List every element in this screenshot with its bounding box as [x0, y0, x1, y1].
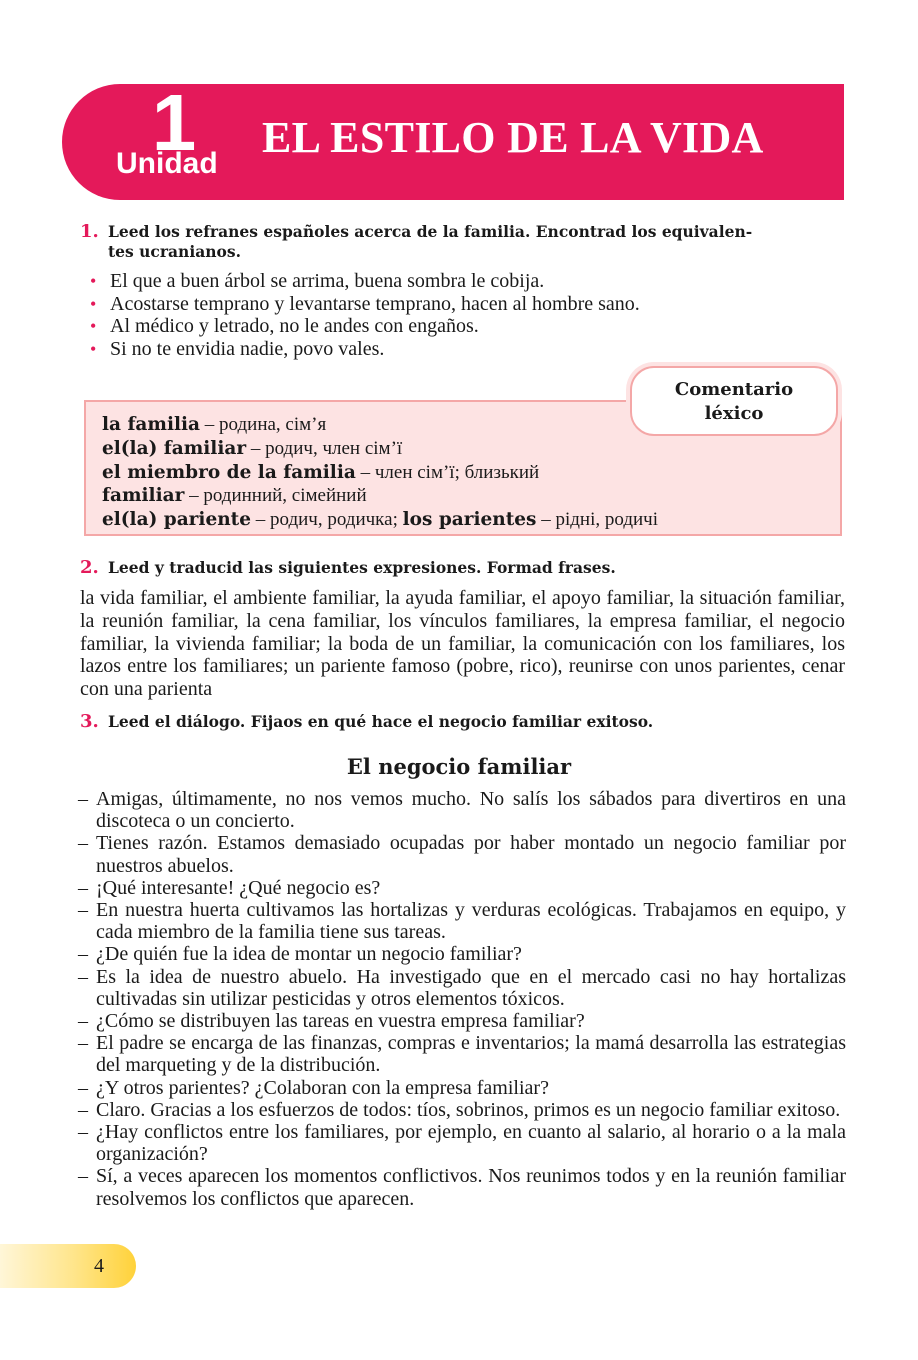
task-instruction-line: Leed los refranes españoles acerca de la familia. Encontrad los equivalen-: [108, 222, 753, 241]
dash-mark: –: [78, 788, 88, 810]
dialog-line: [78, 1010, 846, 1032]
dash-mark: –: [78, 1010, 88, 1033]
task-number: 3.: [80, 711, 99, 732]
task-number: 1.: [80, 221, 99, 242]
dash-mark: –: [78, 1165, 88, 1188]
vocab-term: los parientes: [402, 509, 537, 531]
dialog-line: [78, 1121, 846, 1165]
bullet-icon: •: [90, 316, 97, 336]
vocab-term: el(la) pariente: [102, 509, 251, 531]
dash-mark: –: [78, 832, 88, 855]
vocab-term: la familia: [102, 414, 201, 435]
vocab-translation: – родич, член сім’ї: [246, 437, 403, 459]
vocab-entry: [102, 484, 822, 508]
task-instruction-line: tes ucranianos.: [108, 242, 241, 261]
dialog-line: [78, 943, 846, 965]
proverb-text: El que a buen árbol se arrima, buena sombra le cobija.: [110, 270, 545, 292]
proverb-list: [90, 270, 850, 360]
dash-mark: –: [78, 1121, 88, 1144]
badge-line: léxico: [704, 403, 764, 424]
dialog-line: [78, 788, 846, 832]
dialog-text: Tienes razón. Estamos demasiado ocupadas por haber montado un negocio familiar por nuestros abuelos.: [96, 832, 846, 877]
vocab-term: el miembro de la familia: [102, 461, 356, 483]
list-item: [90, 315, 850, 338]
dash-mark: –: [78, 899, 88, 922]
proverb-text: Al médico y letrado, no le andes con engaños.: [110, 315, 479, 337]
dialog-title: El negocio familiar: [346, 754, 572, 779]
dash-mark: –: [78, 943, 88, 966]
task-instruction: Leed el diálogo. Fijaos en qué hace el negocio familiar exitoso.: [108, 712, 654, 731]
dialog-text: ¿Y otros parientes? ¿Colaboran con la empresa familiar?: [96, 1076, 549, 1099]
vocab-translation: – член сім’ї; близький: [355, 461, 540, 483]
bullet-icon: •: [90, 293, 97, 314]
bullet-icon: •: [90, 338, 97, 359]
vocab-entry: [102, 508, 822, 532]
vocabulary-list: [102, 413, 822, 532]
dialog-text: Amigas, últimamente, no nos vemos mucho. No salís los sábados para divertiros en una discoteca o un concierto.: [96, 788, 846, 833]
vocab-translation: – родич, родичка;: [251, 509, 403, 531]
list-item: [90, 293, 850, 316]
page-number-tab: [0, 1244, 136, 1288]
task-number: 2.: [80, 557, 99, 578]
dialog-line: [78, 1165, 846, 1209]
expressions-paragraph: la vida familiar, el ambiente familiar, la ayuda familiar, el apoyo familiar, la situación familiar, la reunión familiar, la cena familiar, los vínculos familiares, la empresa familiar, el negocio familiar, la vivienda familiar; la boda de un familiar, la comunicación con los familiares, los lazos entre los familiares; un pariente famoso (pobre, rico), reunirse con unos parientes, cenar con una parienta: [80, 587, 845, 701]
dialog-text: ¿Hay conflictos entre los familiares, por ejemplo, en cuanto al salario, al horario o a la mala organización?: [96, 1121, 846, 1166]
task-instruction: [108, 222, 846, 262]
task-instruction: Leed y traducid las siguientes expresiones. Formad frases.: [108, 558, 616, 577]
unit-number: 1: [151, 78, 197, 167]
dialog-line: [78, 966, 846, 1010]
unit-title: EL ESTILO DE LA VIDA: [262, 113, 764, 162]
badge-line: Comentario: [674, 379, 794, 400]
vocab-entry: [102, 437, 822, 461]
list-item: [90, 338, 850, 361]
vocab-entry: [102, 413, 822, 437]
dash-mark: –: [78, 965, 88, 988]
dialog-text: Sí, a veces aparecen los momentos conflictivos. Nos reunimos todos y en la reunión familiar resolvemos los conflictos que aparecen.: [96, 1165, 846, 1210]
vocab-translation: – рідні, родичі: [536, 509, 658, 531]
dialog-text: ¿De quién fue la idea de montar un negocio familiar?: [96, 943, 522, 966]
proverb-text: Si no te envidia nadie, povo vales.: [110, 337, 385, 360]
page-number: 4: [94, 1255, 104, 1277]
vocab-translation: – родина, сім’я: [200, 414, 327, 435]
dialog-line: [78, 877, 846, 899]
dialog-text: ¡Qué interesante! ¿Qué negocio es?: [96, 876, 381, 899]
dialog-line: [78, 899, 846, 943]
dialog-text: En nuestra huerta cultivamos las hortalizas y verduras ecológicas. Trabajamos en equipo, y cada miembro de la familia tiene sus tareas.: [96, 899, 846, 944]
bullet-icon: •: [90, 271, 97, 291]
dialog-line: [78, 1032, 846, 1076]
dash-mark: –: [78, 1098, 88, 1121]
list-item: [90, 270, 850, 293]
dialog-text: ¿Cómo se distribuyen las tareas en vuestra empresa familiar?: [96, 1010, 585, 1033]
vocab-translation: – родинний, сімейний: [184, 485, 367, 507]
proverb-text: Acostarse temprano y levantarse temprano, hacen al hombre sano.: [110, 292, 640, 315]
dash-mark: –: [78, 1032, 88, 1055]
vocab-entry: [102, 461, 822, 485]
vocab-term: el(la) familiar: [102, 437, 247, 459]
dash-mark: –: [78, 876, 88, 899]
dialog-text: El padre se encarga de las finanzas, compras e inventarios; la mamá desarrolla las estrategias del marqueting y de la distribución.: [96, 1032, 846, 1077]
dialog-lines: [78, 788, 846, 1210]
dialog-text: Claro. Gracias a los esfuerzos de todos: tíos, sobrinos, primos es un negocio familiar exitoso.: [96, 1098, 841, 1121]
dialog-text: Es la idea de nuestro abuelo. Ha investigado que en el mercado casi no hay hortalizas cultivadas sin utilizar pesticidas y otros elementos tóxicos.: [96, 965, 846, 1010]
dialog-line: [78, 1077, 846, 1099]
unit-label: Unidad: [116, 147, 218, 180]
dash-mark: –: [78, 1076, 88, 1099]
vocab-term: familiar: [102, 485, 185, 507]
dialog-line: [78, 832, 846, 876]
dialog-line: [78, 1099, 846, 1121]
